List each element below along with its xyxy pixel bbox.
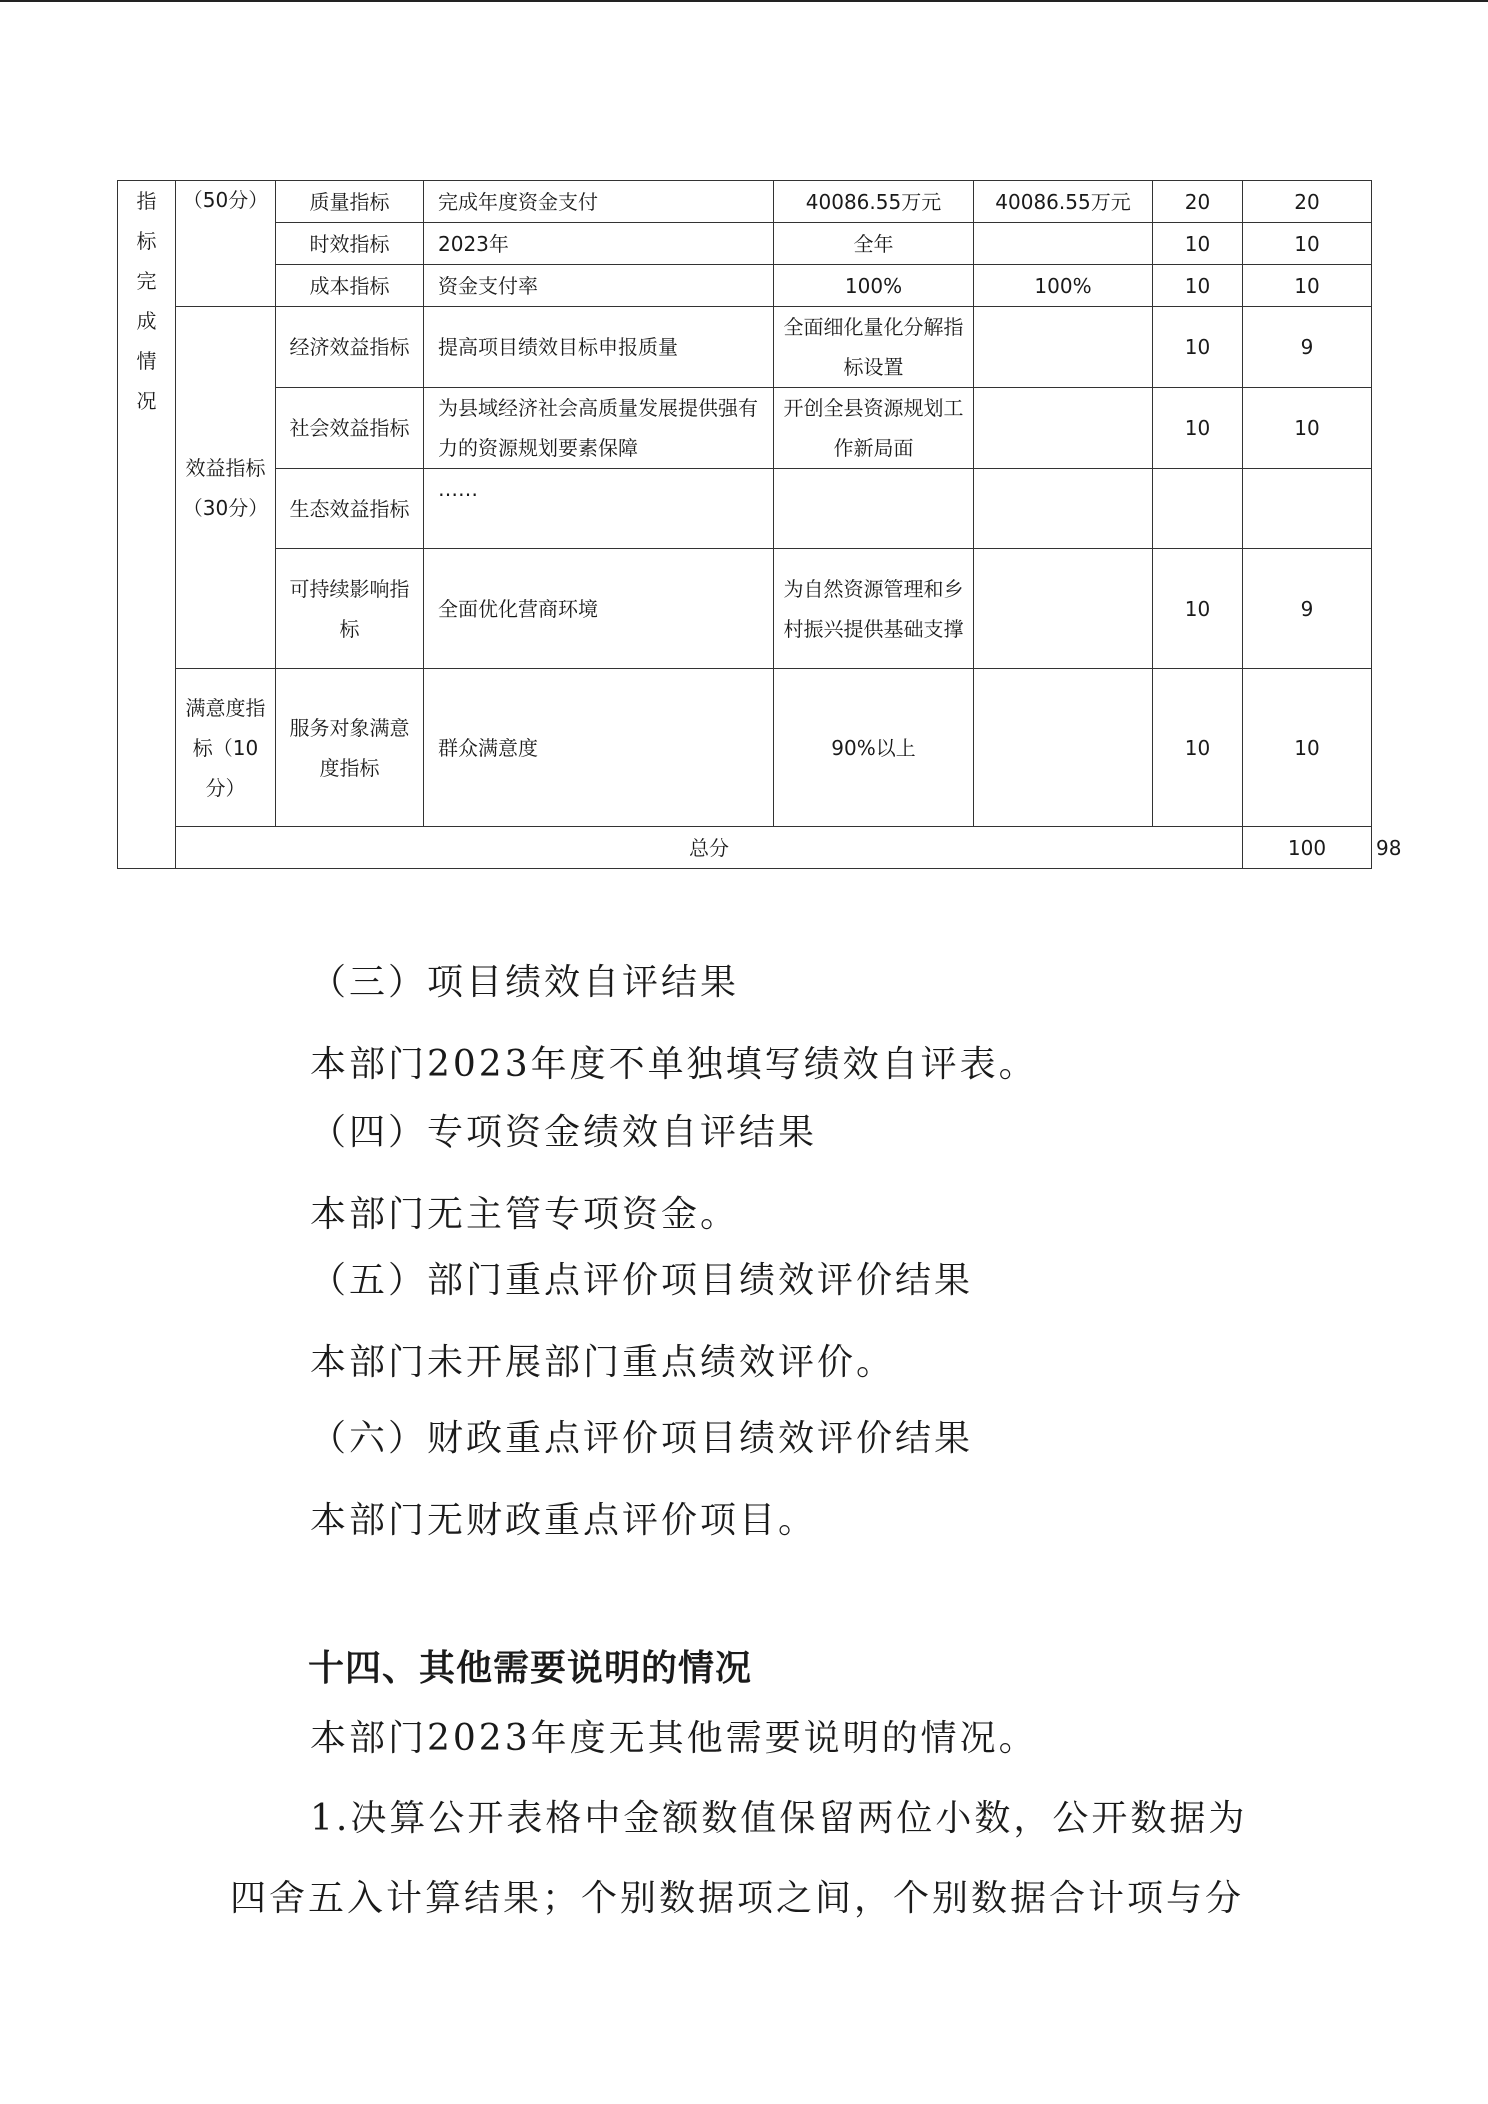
indicator-cell: 成本指标 (276, 265, 424, 307)
benefit-category: 效益指标（30分） (182, 455, 269, 520)
content-cell: 全面优化营商环境 (424, 549, 774, 669)
note-1-line-2: 四舍五入计算结果；个别数据项之间，个别数据合计项与分 (230, 1878, 1245, 1919)
section-4-text: 本部门无主管专项资金。 (310, 1194, 740, 1235)
indicator-cell: 经济效益指标 (276, 307, 424, 388)
performance-indicator-table (117, 180, 1402, 869)
target-cell: 全年 (774, 223, 974, 265)
total-weight: 100 (1243, 827, 1372, 869)
section-5-title: （五）部门重点评价项目绩效评价结果 (310, 1260, 974, 1301)
group-label: 指标完成情况 (136, 189, 157, 413)
actual-cell: 100% (974, 265, 1153, 307)
actual-cell: 40086.55万元 (974, 181, 1153, 223)
satisfaction-category: 满意度指标（10分） (185, 695, 266, 800)
section-6-title: （六）财政重点评价项目绩效评价结果 (310, 1418, 974, 1459)
weight-cell: 10 (1153, 549, 1243, 669)
weight-cell: 10 (1153, 669, 1243, 827)
score-cell: 10 (1243, 669, 1372, 827)
actual-cell (974, 549, 1153, 669)
indicator-cell: 生态效益指标 (276, 469, 424, 549)
indicator-cell: 社会效益指标 (276, 388, 424, 469)
benefit-category-cell (176, 307, 276, 669)
indicator-cell: 可持续影响指标 (276, 549, 424, 669)
group-label-cell (118, 181, 176, 869)
actual-cell (974, 307, 1153, 388)
score-cell: 10 (1243, 223, 1372, 265)
target-cell: 100% (774, 265, 974, 307)
satisfaction-category-cell (176, 669, 276, 827)
target-cell (774, 469, 974, 549)
target-cell: 90%以上 (774, 669, 974, 827)
indicator-cell: 质量指标 (276, 181, 424, 223)
target-cell: 开创全县资源规划工作新局面 (774, 388, 974, 469)
weight-cell: 10 (1153, 307, 1243, 388)
target-cell: 为自然资源管理和乡村振兴提供基础支撑 (774, 549, 974, 669)
score-cell: 9 (1243, 549, 1372, 669)
score-cell: 9 (1243, 307, 1372, 388)
output-weight-cell (176, 181, 276, 307)
table-row (118, 223, 1372, 265)
section-6-text: 本部门无财政重点评价项目。 (310, 1500, 818, 1541)
content-cell: 2023年 (424, 223, 774, 265)
weight-cell: 10 (1153, 388, 1243, 469)
target-cell: 40086.55万元 (774, 181, 974, 223)
weight-cell: 10 (1153, 223, 1243, 265)
page-top-border (0, 0, 1488, 2)
table-row (118, 549, 1372, 669)
target-cell: 全面细化量化分解指标设置 (774, 307, 974, 388)
actual-cell (974, 669, 1153, 827)
note-1-line-1: 1.决算公开表格中金额数值保留两位小数，公开数据为 (310, 1798, 1248, 1839)
content-cell: 完成年度资金支付 (424, 181, 774, 223)
section-5-text: 本部门未开展部门重点绩效评价。 (310, 1342, 896, 1383)
weight-cell (1153, 469, 1243, 549)
content-cell: 资金支付率 (424, 265, 774, 307)
content-cell: …… (424, 469, 774, 549)
table-row (118, 388, 1372, 469)
table-row (118, 181, 1372, 223)
indicator-cell: 时效指标 (276, 223, 424, 265)
content-cell: 为县域经济社会高质量发展提供强有力的资源规划要素保障 (424, 388, 774, 469)
section-4-title: （四）专项资金绩效自评结果 (310, 1112, 818, 1153)
score-cell: 10 (1243, 265, 1372, 307)
section-3-text: 本部门2023年度不单独填写绩效自评表。 (310, 1044, 1038, 1085)
weight-cell: 10 (1153, 265, 1243, 307)
total-row: 总分 100 98 (118, 827, 1372, 869)
weight-cell: 20 (1153, 181, 1243, 223)
output-weight: （50分） (182, 188, 269, 212)
content-cell: 群众满意度 (424, 669, 774, 827)
section-14-text: 本部门2023年度无其他需要说明的情况。 (310, 1718, 1038, 1759)
actual-cell (974, 223, 1153, 265)
table-row (118, 469, 1372, 549)
total-label: 总分 (176, 827, 1243, 869)
section-3-title: （三）项目绩效自评结果 (310, 962, 740, 1003)
content-cell: 提高项目绩效目标申报质量 (424, 307, 774, 388)
table-row (118, 307, 1372, 388)
actual-cell (974, 469, 1153, 549)
table-row (118, 669, 1372, 827)
indicator-cell: 服务对象满意度指标 (276, 669, 424, 827)
score-cell: 20 (1243, 181, 1372, 223)
table-row (118, 265, 1372, 307)
section-14-heading: 十四、其他需要说明的情况 (308, 1648, 753, 1689)
actual-cell (974, 388, 1153, 469)
score-cell (1243, 469, 1372, 549)
score-cell: 10 (1243, 388, 1372, 469)
